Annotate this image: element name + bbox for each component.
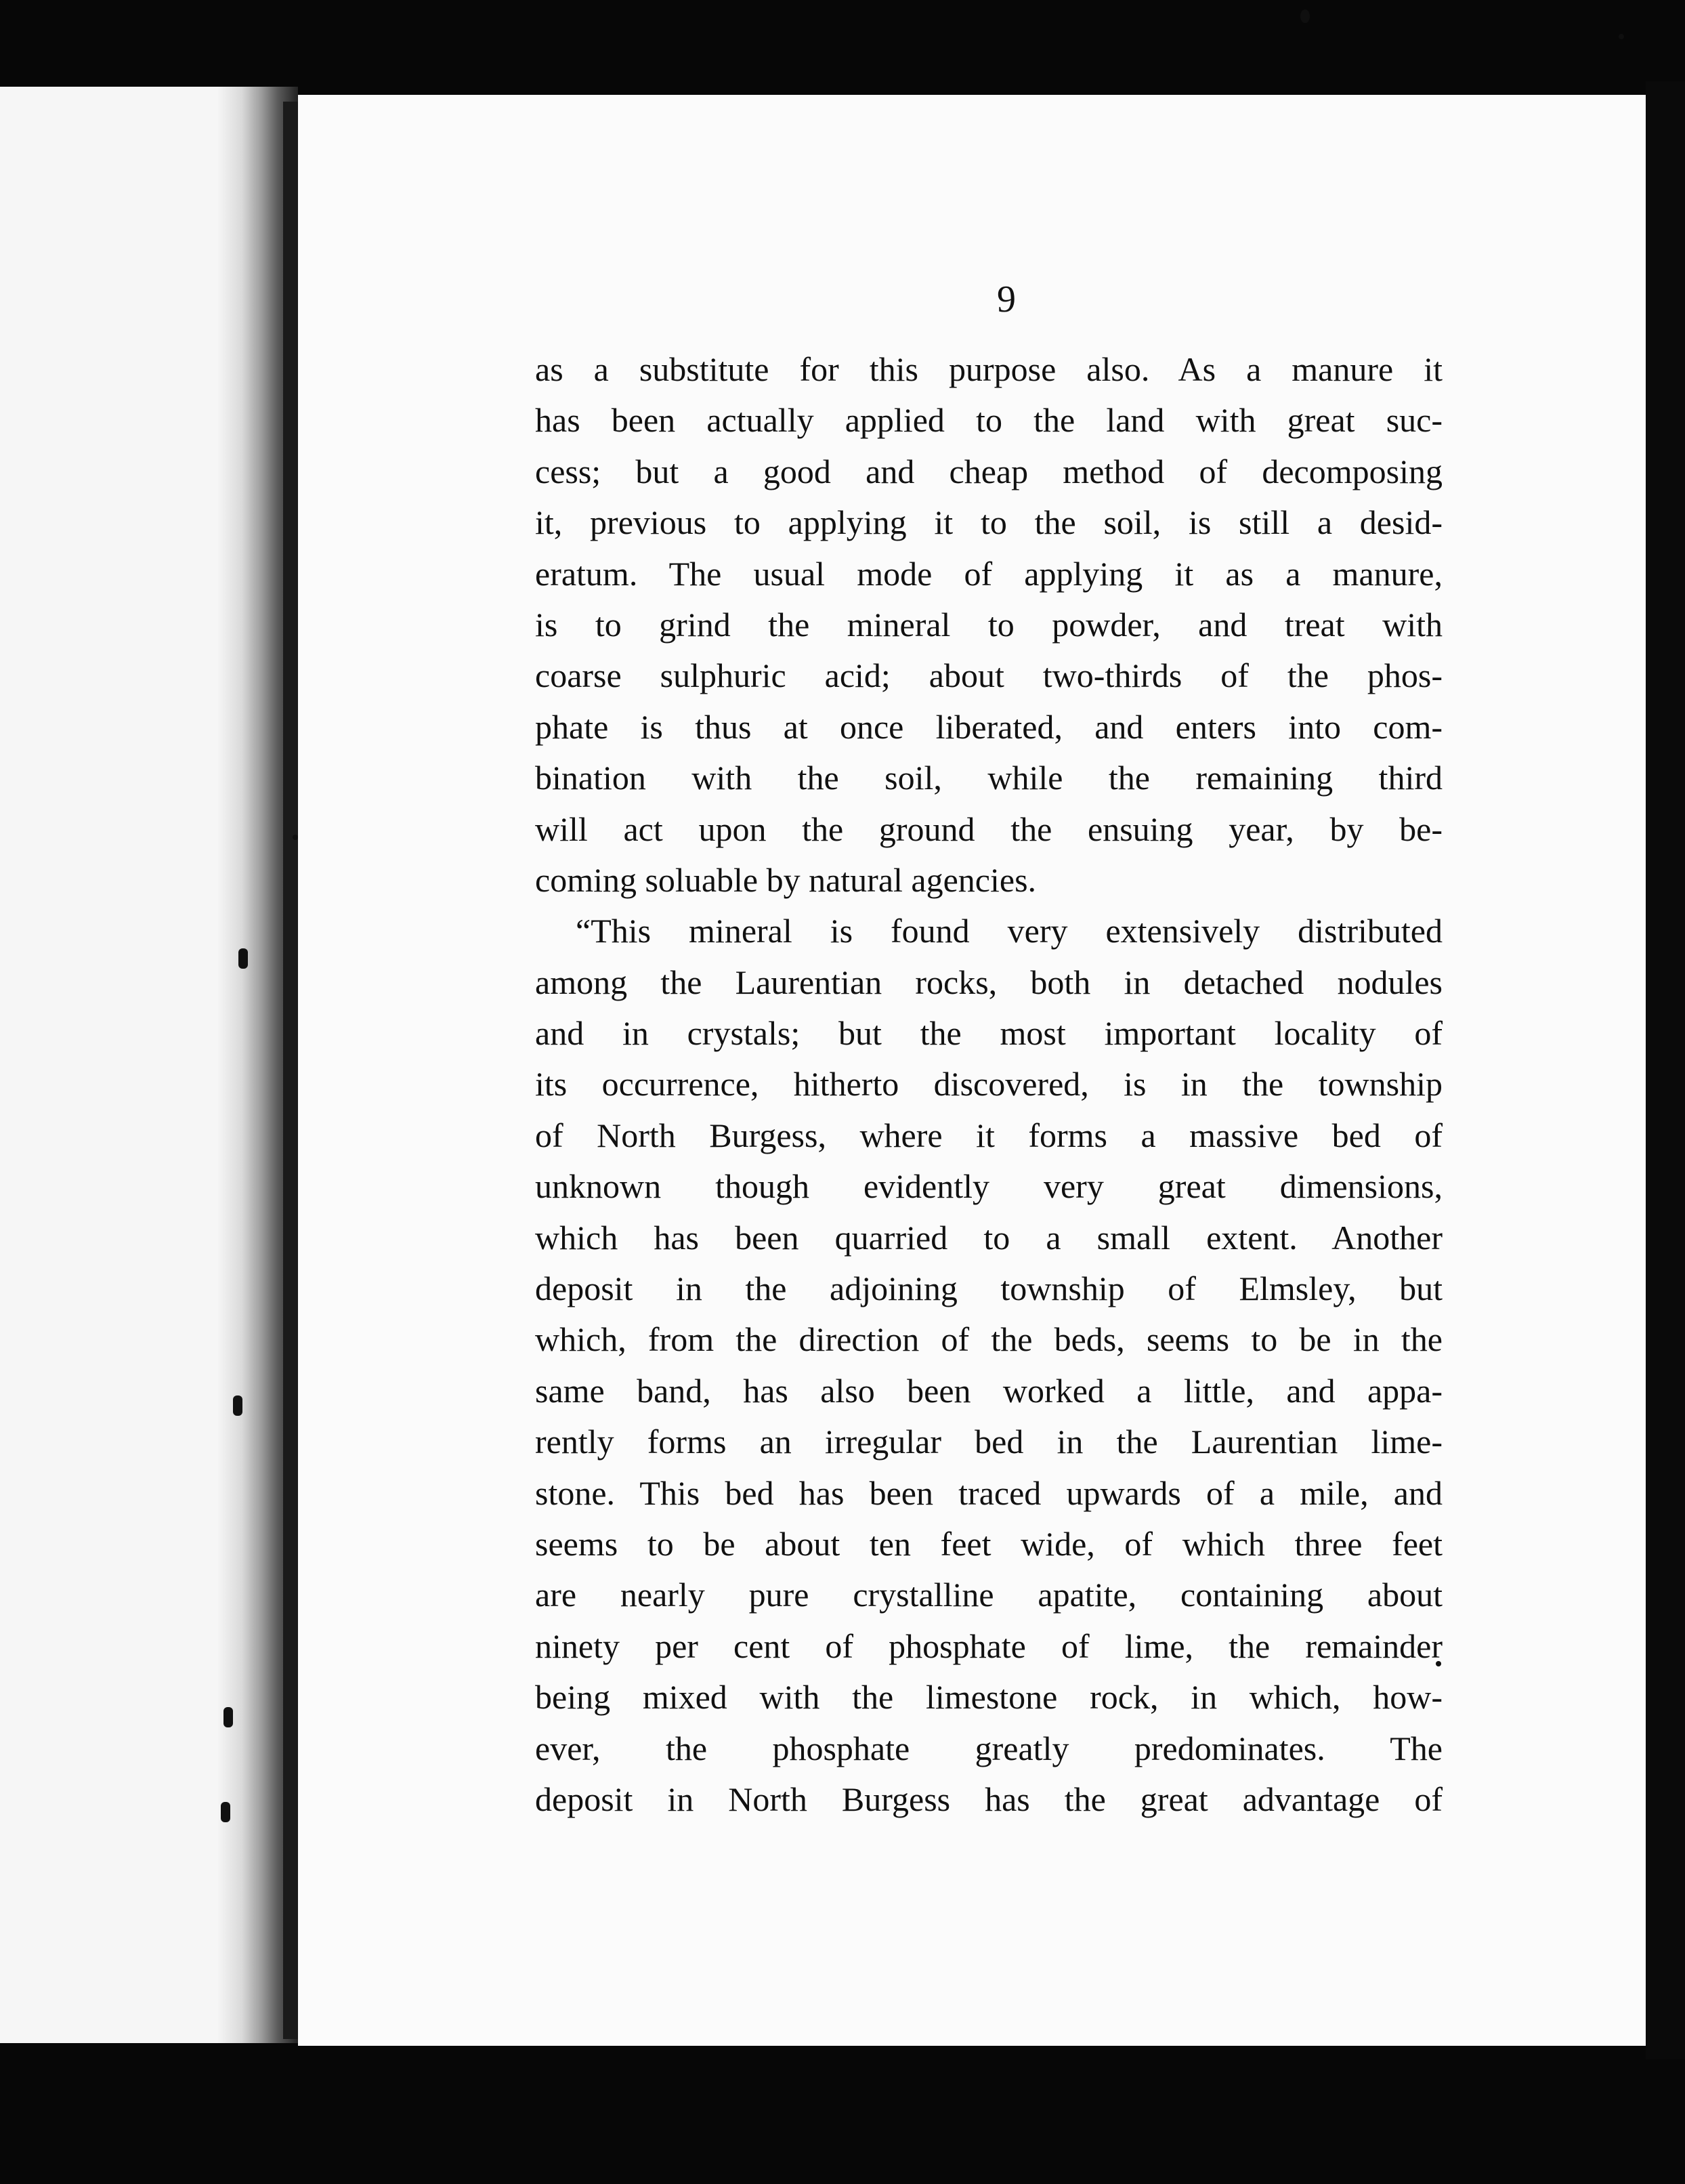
text-line: as a substitute for this purpose also. As a manure it bbox=[535, 350, 1443, 388]
text-line: seems to be about ten feet wide, of which three feet bbox=[535, 1524, 1443, 1563]
body-text bbox=[535, 344, 1443, 1825]
scan-speck bbox=[1300, 9, 1310, 23]
binding-knot bbox=[221, 1802, 230, 1822]
text-line: deposit in North Burgess has the great advantage of bbox=[535, 1780, 1443, 1818]
text-line: among the Laurentian rocks, both in detached nodules bbox=[535, 963, 1443, 1001]
binding-knot bbox=[238, 948, 248, 969]
scan-speck bbox=[293, 835, 298, 840]
text-line: deposit in the adjoining township of Elmsley, but bbox=[535, 1269, 1443, 1308]
scan-border bbox=[1646, 81, 1685, 2059]
text-line: cess; but a good and cheap method of decomposing bbox=[535, 452, 1443, 490]
binding-knot bbox=[233, 1395, 242, 1416]
text-line: same band, has also been worked a little, and appa- bbox=[535, 1371, 1443, 1410]
binding-knot bbox=[223, 1707, 233, 1727]
text-line: coming soluable by natural agencies. bbox=[535, 860, 1037, 899]
text-line: unknown though evidently very great dimensions, bbox=[535, 1167, 1443, 1206]
text-line: ever, the phosphate greatly predominates. The bbox=[535, 1729, 1443, 1767]
text-line: coarse sulphuric acid; about two-thirds of the phos- bbox=[535, 656, 1443, 695]
text-line: bination with the soil, while the remaining third bbox=[535, 759, 1443, 797]
text-line: will act upon the ground the ensuing year, by be- bbox=[535, 810, 1443, 848]
text-line: and in crystals; but the most important locality of bbox=[535, 1014, 1443, 1053]
text-line: has been actually applied to the land with great suc- bbox=[535, 401, 1443, 440]
text-line: are nearly pure crystalline apatite, containing about bbox=[535, 1576, 1443, 1614]
text-line: rently forms an irregular bed in the Laurentian lime- bbox=[535, 1423, 1443, 1461]
text-line: it, previous to applying it to the soil, is still a desid- bbox=[535, 503, 1443, 542]
text-line: which has been quarried to a small extent. Another bbox=[535, 1218, 1443, 1257]
scan-speck bbox=[1619, 34, 1624, 39]
text-line: eratum. The usual mode of applying it as a manure, bbox=[535, 554, 1443, 593]
page-number: 9 bbox=[997, 278, 1016, 320]
text-line: is to grind the mineral to powder, and treat with bbox=[535, 605, 1443, 644]
text-line: stone. This bed has been traced upwards of a mile, and bbox=[535, 1473, 1443, 1512]
text-line: of North Burgess, where it forms a massive bed of bbox=[535, 1116, 1443, 1154]
text-line: phate is thus at once liberated, and enters into com- bbox=[535, 707, 1443, 746]
text-line: being mixed with the limestone rock, in which, how- bbox=[535, 1678, 1443, 1717]
text-line: its occurrence, hitherto discovered, is in the township bbox=[535, 1065, 1443, 1104]
text-line: which, from the direction of the beds, seems to be in the bbox=[535, 1320, 1443, 1359]
text-line: “This mineral is found very extensively distributed bbox=[576, 912, 1443, 950]
text-line: ninety per cent of phosphate of lime, the remainder bbox=[535, 1626, 1443, 1665]
